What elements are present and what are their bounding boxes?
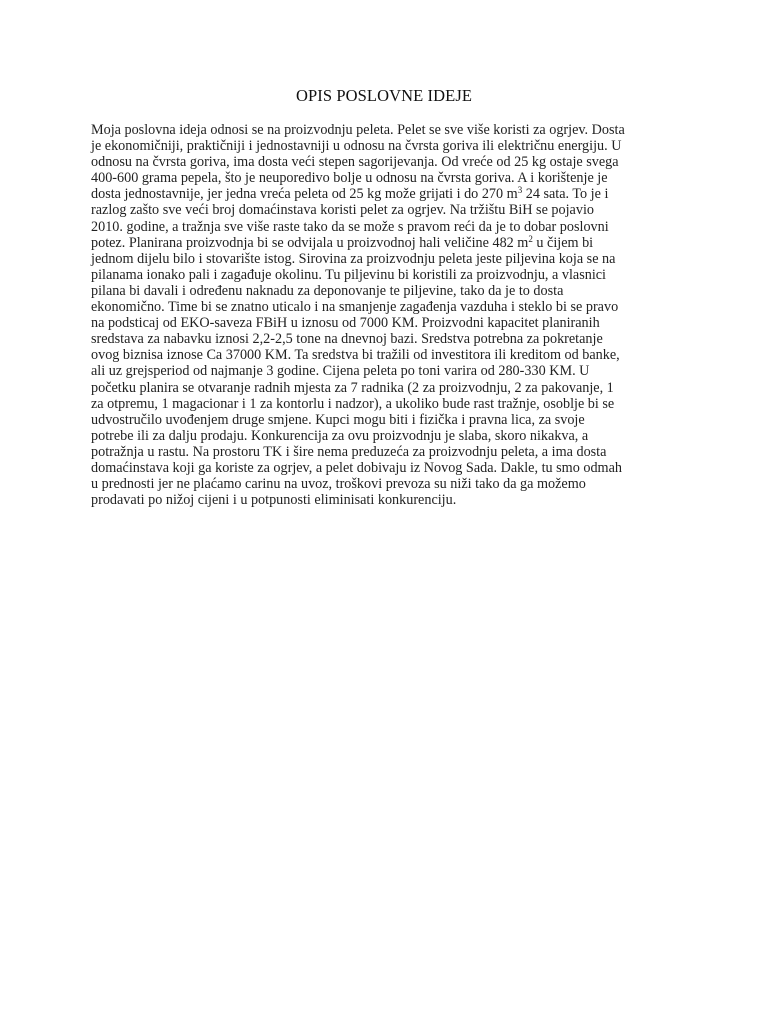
body-line: domaćinstava koji ga koriste za ogrjev, a pelet dobivaju iz Novog Sada. Dakle, tu smo odmah	[91, 459, 622, 476]
superscript-exponent: 2	[528, 233, 533, 244]
body-line-text: potez. Planirana proizvodnja bi se odvijala u proizvodnoj hali veličine 482 m	[91, 234, 529, 251]
body-line: pilanama ionako pali i zagađuje okolinu. Tu piljevinu bi koristili za proizvodnju, a vlasnici	[91, 266, 606, 283]
body-line: odnosu na čvrsta goriva, ima dosta veći stepen sagorijevanja. Od vreće od 25 kg ostaje svega	[91, 154, 619, 171]
body-line-text: dosta jednostavnije, jer jedna vreća peleta od 25 kg može grijati i do 270 m	[91, 186, 518, 203]
body-line: ovog biznisa iznose Ca 37000 KM. Ta sredstva bi tražili od investitora ili kreditom od banke,	[91, 347, 620, 364]
body-line: na podsticaj od EKO-saveza FBiH u iznosu od 7000 KM. Proizvodni kapacitet planiranih	[91, 315, 600, 332]
body-line-text: u čijem bi	[532, 234, 594, 251]
body-line: za otpremu, 1 magacionar i 1 za kontorlu i nadzor), a ukoliko bude rast tražnje, osoblje bi se	[91, 395, 615, 412]
body-line: razlog zašto sve veći broj domaćinstava koristi pelet za ogrjev. Na tržištu BiH se pojavio	[91, 202, 594, 219]
body-line: udvostručilo uvođenjem druge smjene. Kupci mogu biti i fizička i pravna lica, za svoje	[91, 411, 585, 428]
body-line: ekonomično. Time bi se znatno uticalo i na smanjenje zagađenja vazduha i steklo bi se pravo	[91, 299, 619, 316]
body-line	[91, 186, 682, 202]
body-line: prodavati po nižoj cijeni i u potpunosti eliminisati konkurenciju.	[91, 492, 457, 509]
body-line: potražnja u rastu. Na prostoru TK i šire nema preduzeća za proizvodnju peleta, a ima dosta	[91, 443, 607, 460]
body-line: 400-600 grama pepela, što je neuporedivo bolje u odnosu na čvrsta goriva. A i korištenje je	[91, 170, 608, 187]
body-line: u prednosti jer ne plaćamo carinu na uvoz, troškovi prevoza su niži tako da ga možemo	[91, 476, 586, 493]
body-line: početku planira se otvaranje radnih mjesta za 7 radnika (2 za proizvodnju, 2 za pakovanje, 1	[91, 379, 614, 396]
body-line: je ekonomičniji, praktičniji i jednostavniji u odnosu na čvrsta goriva ili električnu energiju. U	[91, 138, 622, 155]
body-line: pilana bi davali i određenu naknadu za deponovanje te piljevine, tako da je to dosta	[91, 282, 564, 299]
body-line: ali uz grejsperiod od najmanje 3 godine. Cijena peleta po toni varira od 280-330 KM. U	[91, 363, 590, 380]
body-line: jednom dijelu bilo i stovarište istog. Sirovina za proizvodnju peleta jeste piljevina koja se na	[91, 250, 616, 267]
body-line: 2010. godine, a tražnja sve više raste tako da se može s pravom reći da je to dobar poslovni	[91, 218, 609, 235]
body-line-text: 24 sata. To je i	[522, 186, 609, 203]
body-line: Moja poslovna ideja odnosi se na proizvodnju peleta. Pelet se sve više koristi za ogrjev. Dosta	[91, 122, 625, 138]
document-title: OPIS POSLOVNE IDEJE	[295, 86, 473, 105]
body-line	[91, 235, 682, 251]
body-line: potrebe ili za dalju prodaju. Konkurencija za ovu proizvodnju je slaba, skoro nikakva, a	[91, 427, 589, 444]
body-line: sredstava za nabavku iznosi 2,2-2,5 tone na dnevnoj bazi. Sredstva potrebna za pokretanje	[91, 331, 603, 348]
superscript-exponent: 3	[517, 185, 523, 196]
document-body	[91, 122, 682, 508]
